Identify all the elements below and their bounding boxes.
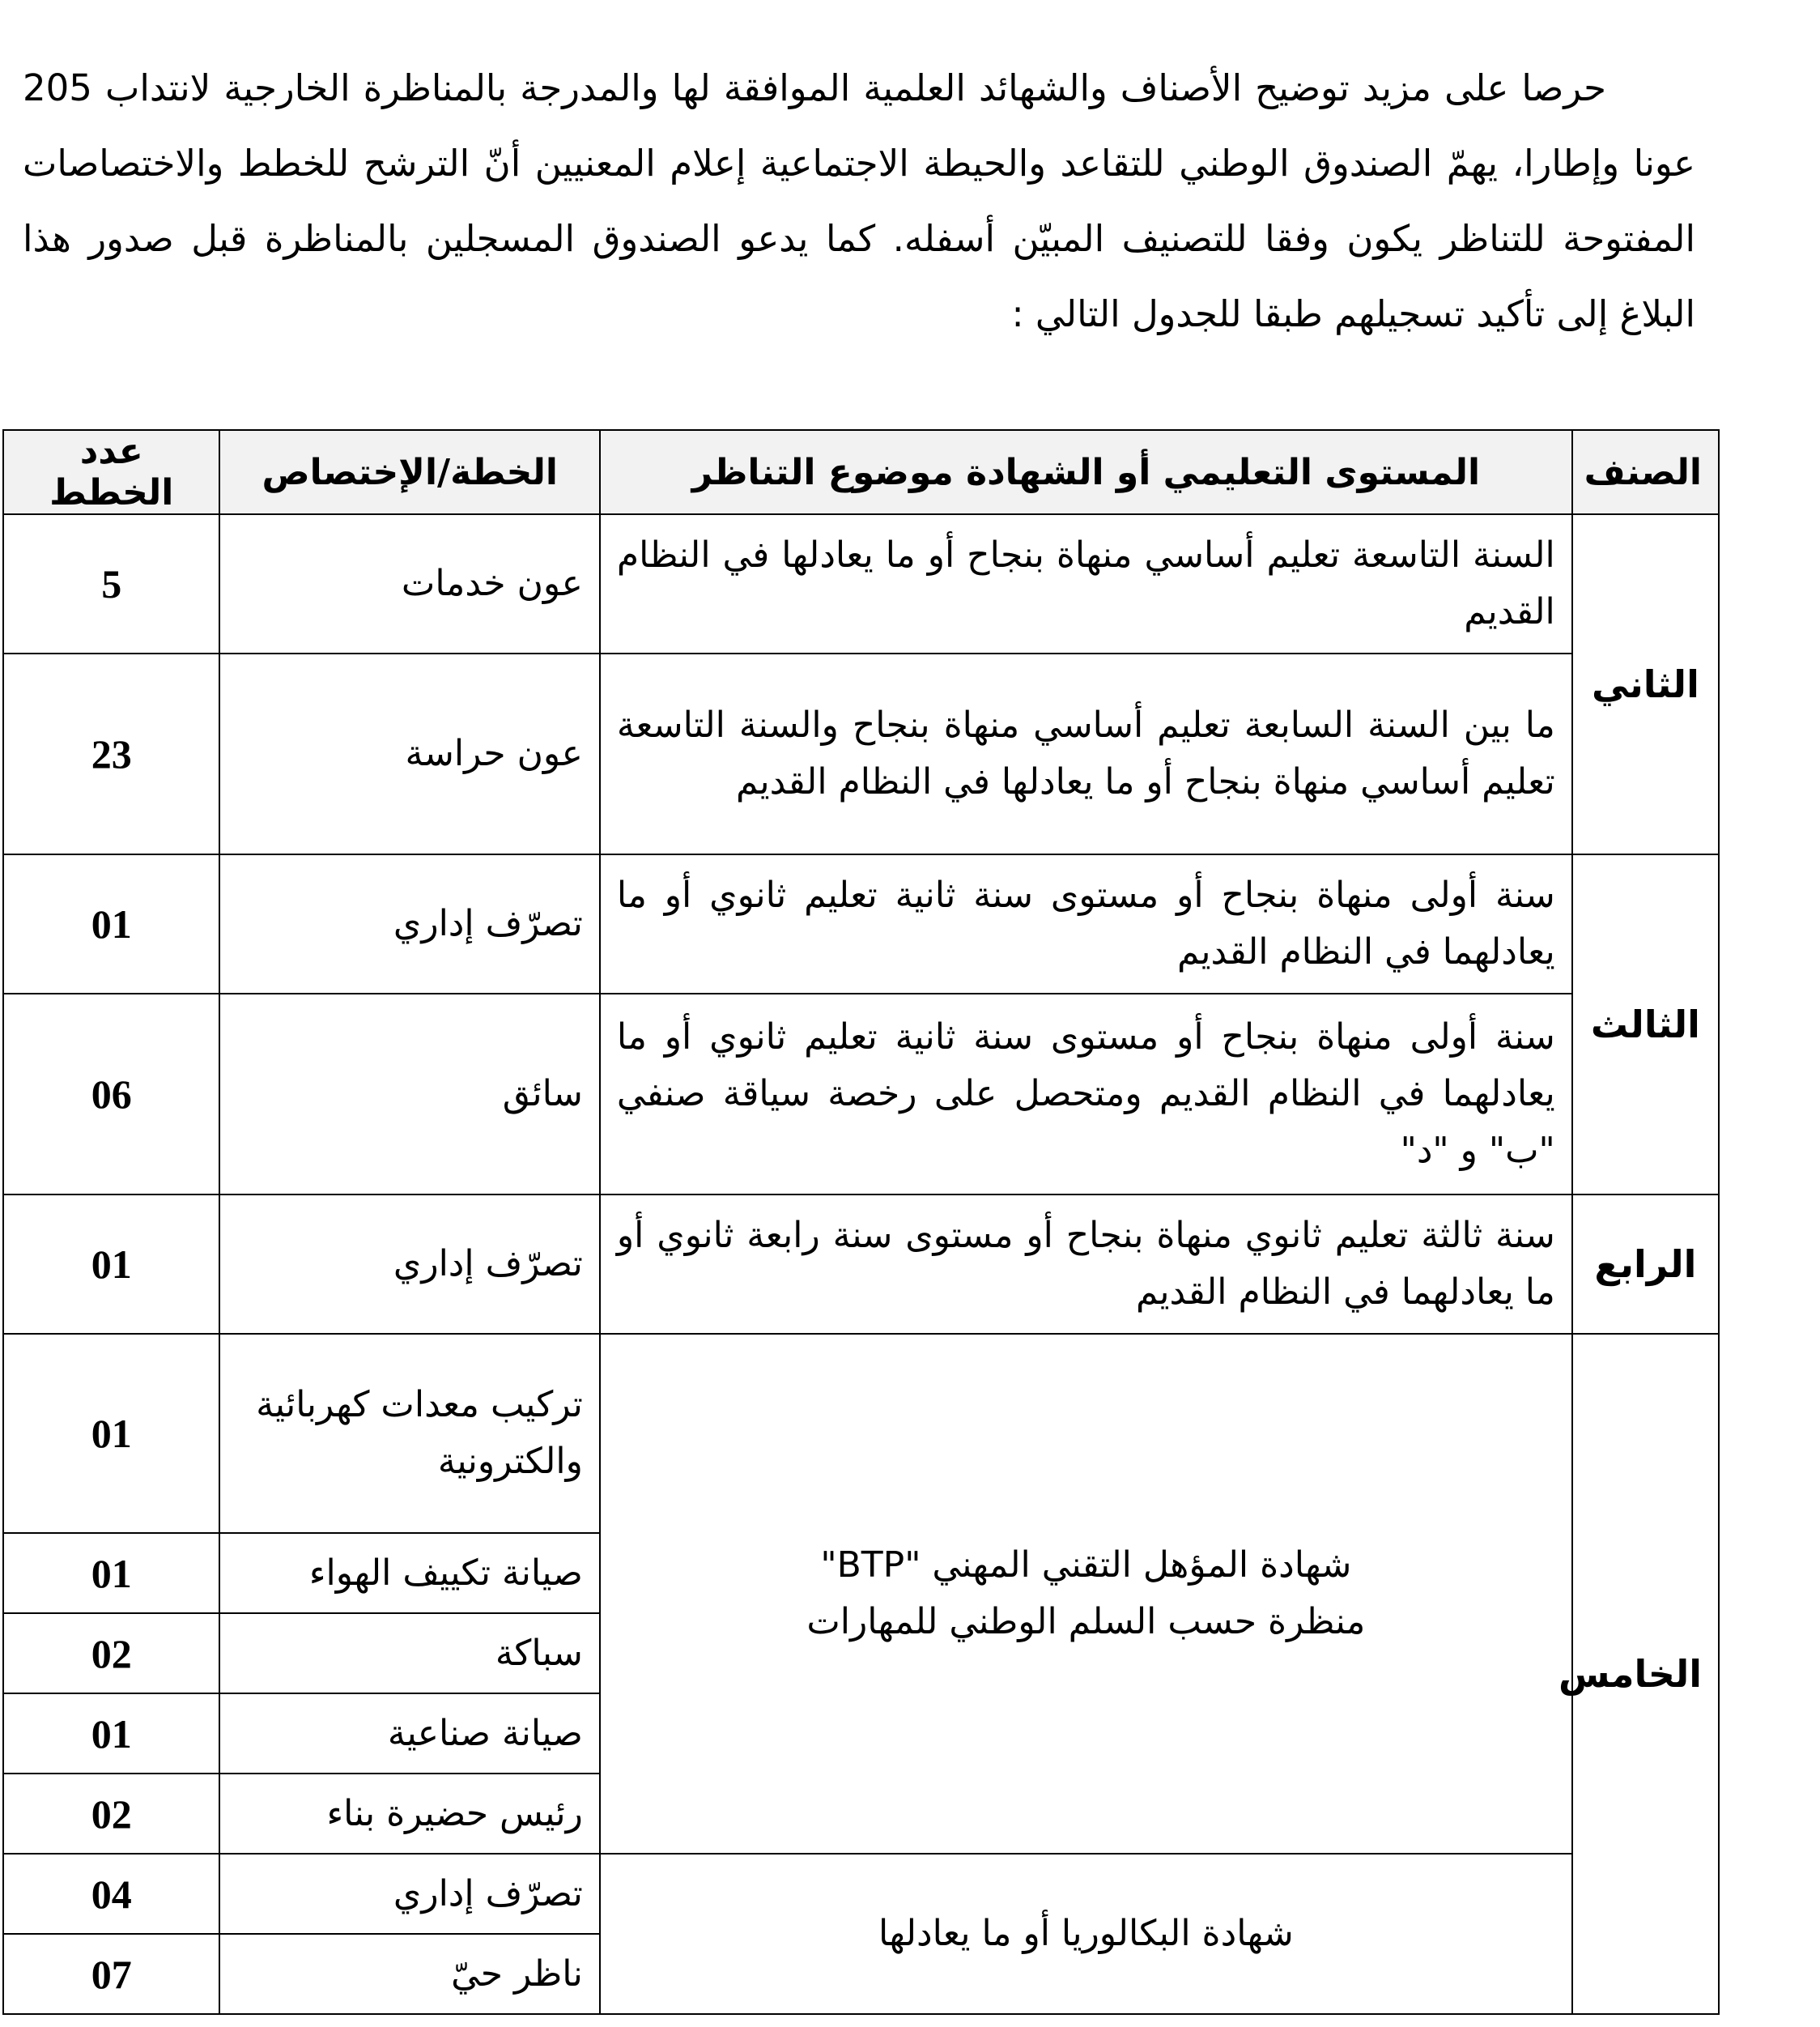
intro-paragraph: حرصا على مزيد توضيح الأصناف والشهائد العلمية الموافقة لها والمدرجة بالمناظرة الخارجية لانتداب 205 عونا وإطارا، يهمّ الصندوق الوطني للتقاعد والحيطة الاجتماعية إعلام المعنيين أنّ الترشح للخطط والاختصاصات المفتوحة للتناظر يكون وفقا للتصنيف المبيّن أسفله. كما يدعو الصندوق المسجلين بالمناظرة قبل صدور هذا البلاغ إلى تأكيد تسجيلهم طبقا للجدول التالي : — [23, 66, 1695, 335]
table-row — [3, 1194, 1719, 1334]
table-row — [3, 654, 1719, 854]
specialty-cell: رئيس حضيرة بناء — [219, 1774, 599, 1854]
count-cell: 23 — [3, 654, 219, 854]
table-header-row — [3, 430, 1719, 514]
level-cell: شهادة البكالوريا أو ما يعادلها — [600, 1854, 1572, 2014]
table-row — [3, 514, 1719, 654]
table-row — [3, 1334, 1719, 1533]
specialty-cell: صيانة تكييف الهواء — [219, 1533, 599, 1613]
specialty-cell: سباكة — [219, 1613, 599, 1693]
count-cell: 01 — [3, 1334, 219, 1533]
header-count: عدد الخطط — [3, 430, 219, 514]
count-cell: 01 — [3, 1533, 219, 1613]
header-level: المستوى التعليمي أو الشهادة موضوع التناظر — [600, 430, 1572, 514]
level-cell: سنة ثالثة تعليم ثانوي منهاة بنجاح أو مستوى سنة رابعة ثانوي أو ما يعادلهما في النظام القديم — [600, 1194, 1572, 1334]
count-cell: 07 — [3, 1934, 219, 2014]
specialty-cell: تركيب معدات كهربائية والكترونية — [219, 1334, 599, 1533]
specialty-cell: تصرّف إداري — [219, 1194, 599, 1334]
count-cell: 06 — [3, 994, 219, 1194]
level-cell: سنة أولى منهاة بنجاح أو مستوى سنة ثانية تعليم ثانوي أو ما يعادلهما في النظام القديم — [600, 854, 1572, 994]
specialty-cell: عون خدمات — [219, 514, 599, 654]
positions-table — [2, 429, 1720, 2015]
count-cell: 02 — [3, 1613, 219, 1693]
count-cell: 5 — [3, 514, 219, 654]
header-specialty: الخطة/الإختصاص — [219, 430, 599, 514]
level-cell: سنة أولى منهاة بنجاح أو مستوى سنة ثانية تعليم ثانوي أو ما يعادلهما في النظام القديم ومتحصل على رخصة سياقة صنفي "ب" و "د" — [600, 994, 1572, 1194]
level-line: شهادة المؤهل التقني المهني "BTP" — [820, 1544, 1352, 1586]
header-grade: الصنف — [1572, 430, 1719, 514]
specialty-cell: عون حراسة — [219, 654, 599, 854]
count-cell: 01 — [3, 1194, 219, 1334]
count-cell: 02 — [3, 1774, 219, 1854]
level-cell: ما بين السنة السابعة تعليم أساسي منهاة بنجاح والسنة التاسعة تعليم أساسي منهاة بنجاح أو ما يعادلها في النظام القديم — [600, 654, 1572, 854]
level-line: منظرة حسب السلم الوطني للمهارات — [806, 1601, 1366, 1642]
specialty-cell: تصرّف إداري — [219, 1854, 599, 1934]
level-cell — [600, 1334, 1572, 1854]
specialty-cell: صيانة صناعية — [219, 1693, 599, 1774]
count-cell: 01 — [3, 1693, 219, 1774]
table-row — [3, 854, 1719, 994]
count-cell: 04 — [3, 1854, 219, 1934]
specialty-cell: ناظر حيّ — [219, 1934, 599, 2014]
specialty-cell: تصرّف إداري — [219, 854, 599, 994]
grade-cell: الثالث — [1572, 854, 1719, 1194]
grade-cell: الخامس — [1572, 1334, 1719, 2014]
count-cell: 01 — [3, 854, 219, 994]
specialty-cell: سائق — [219, 994, 599, 1194]
grade-cell: الثاني — [1572, 514, 1719, 854]
table-row — [3, 994, 1719, 1194]
grade-cell: الرابع — [1572, 1194, 1719, 1334]
intro-text — [23, 50, 1695, 351]
level-cell: السنة التاسعة تعليم أساسي منهاة بنجاح أو ما يعادلها في النظام القديم — [600, 514, 1572, 654]
table-row — [3, 1854, 1719, 1934]
